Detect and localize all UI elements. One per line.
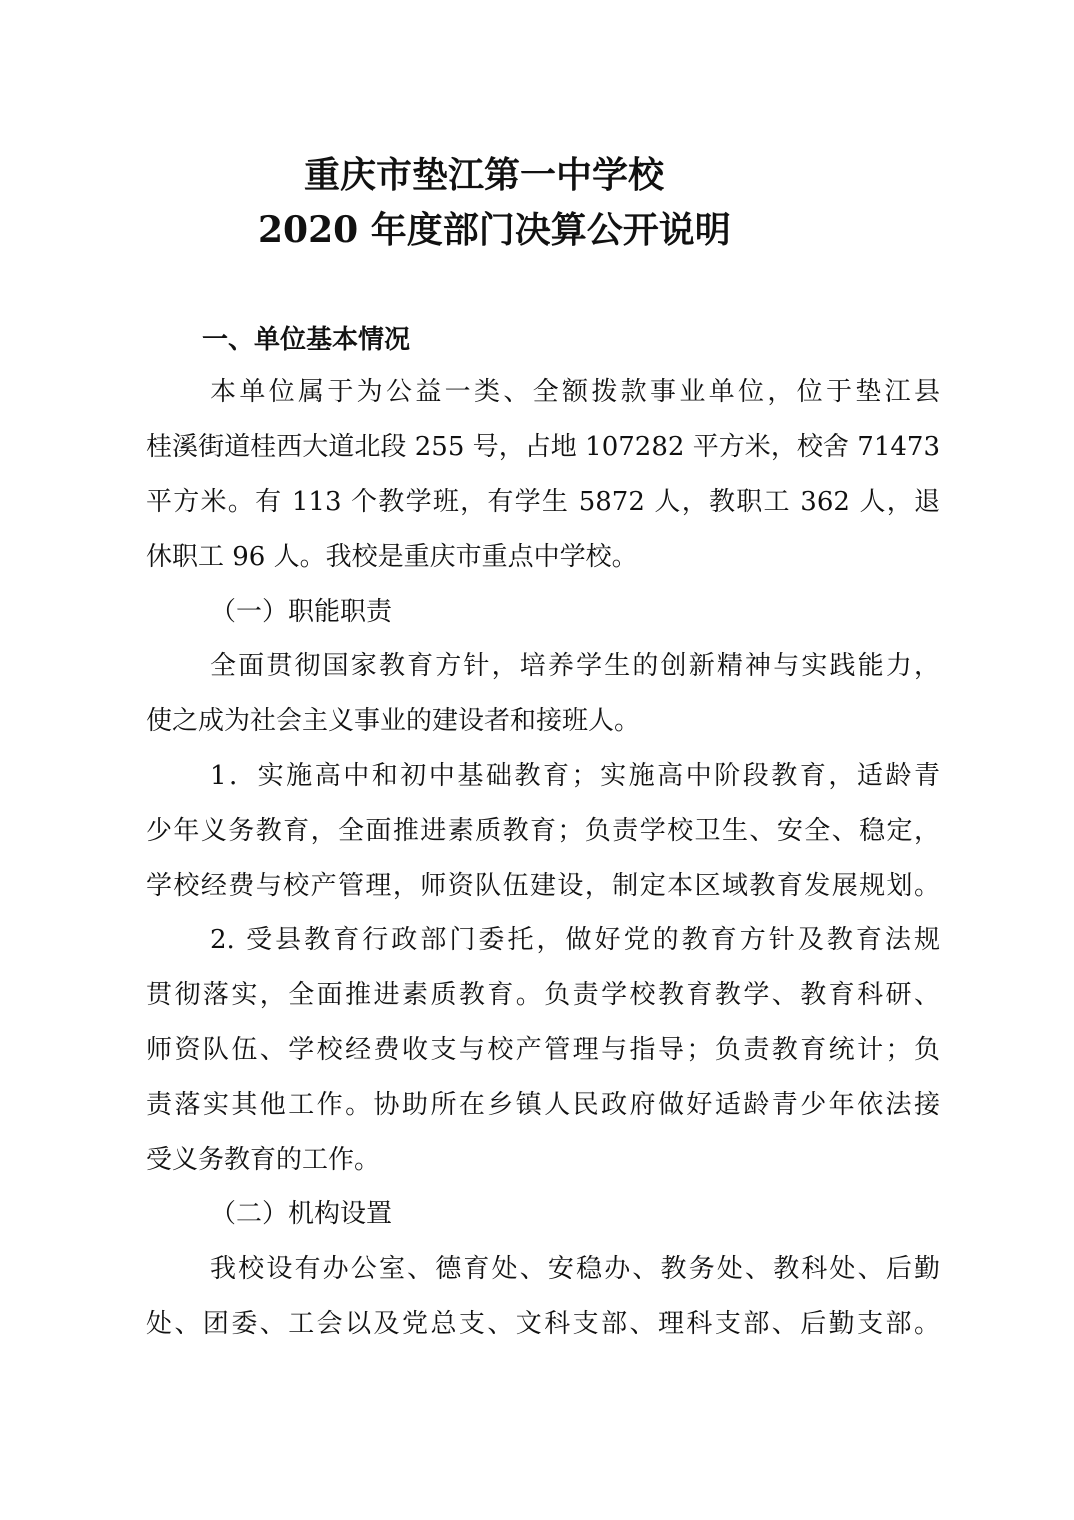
subsection-heading-organization: （二）机构设置 [210,1199,393,1229]
intro-line-4: 休职工 96 人。我校是重庆市重点中学校。 [146,542,638,572]
document-title-line-2: 2020 年度部门决算公开说明 [258,209,731,251]
duties-para2-line-3: 学校经费与校产管理，师资队伍建设，制定本区域教育发展规划。 [146,871,940,901]
intro-line-1: 本单位属于为公益一类、全额拨款事业单位，位于垫江县 [210,377,940,407]
subsection-heading-duties: （一）职能职责 [210,597,393,627]
duties-para3-line-5: 受义务教育的工作。 [146,1145,381,1175]
duties-para2-line-2: 少年义务教育，全面推进素质教育；负责学校卫生、安全、稳定， [146,816,940,846]
intro-line-3: 平方米。有 113 个教学班，有学生 5872 人，教职工 362 人，退 [146,487,940,517]
duties-para3-line-4: 责落实其他工作。协助所在乡镇人民政府做好适龄青少年依法接 [146,1090,940,1120]
duties-para3-line-3: 师资队伍、学校经费收支与校产管理与指导；负责教育统计；负 [146,1035,940,1065]
organization-line-1: 我校设有办公室、德育处、安稳办、教务处、教科处、后勤 [210,1254,940,1284]
duties-para3-line-1: 2. 受县教育行政部门委托，做好党的教育方针及教育法规 [210,925,940,955]
organization-line-2: 处、团委、工会以及党总支、文科支部、理科支部、后勤支部。 [146,1309,940,1339]
intro-line-2: 桂溪街道桂西大道北段 255 号，占地 107282 平方米，校舍 71473 [146,432,940,462]
duties-para1-line-2: 使之成为社会主义事业的建设者和接班人。 [146,706,641,736]
document-title-line-1: 重庆市垫江第一中学校 [304,154,665,196]
duties-para2-line-1: 1．实施高中和初中基础教育；实施高中阶段教育，适龄青 [210,761,940,791]
duties-para1-line-1: 全面贯彻国家教育方针，培养学生的创新精神与实践能力， [210,651,940,681]
section-heading-basic-info: 一、单位基本情况 [202,325,411,355]
duties-para3-line-2: 贯彻落实，全面推进素质教育。负责学校教育教学、教育科研、 [146,980,940,1010]
